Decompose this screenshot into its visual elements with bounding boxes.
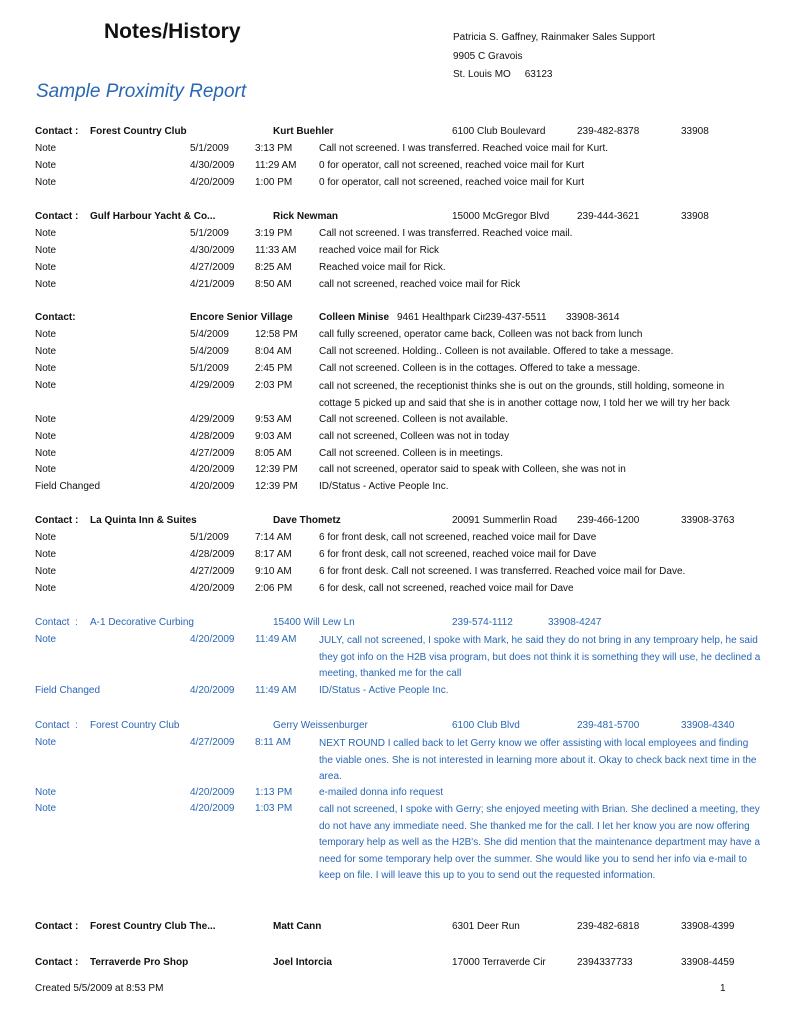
entry-date: 4/27/2009 <box>190 566 235 577</box>
note-row <box>0 414 791 430</box>
contact-org: Forest Country Club <box>90 126 187 137</box>
entry-time: 11:29 AM <box>255 160 297 171</box>
entry-time: 2:45 PM <box>255 363 293 374</box>
contact-phone: 239-482-8378 <box>577 126 640 137</box>
entry-type: Note <box>35 803 57 814</box>
entry-type: Note <box>35 787 57 798</box>
contact-address: 6301 Deer Run <box>452 921 520 932</box>
contact-zip: 33908-3763 <box>681 515 735 526</box>
entry-type: Note <box>35 228 57 239</box>
contact-org: Forest Country Club <box>90 720 180 731</box>
contact-person: Gerry Weissenburger <box>273 720 368 731</box>
entry-time: 11:33 AM <box>255 245 297 256</box>
contact-header <box>0 720 791 736</box>
contact-org: Gulf Harbour Yacht & Co... <box>90 211 216 222</box>
entry-type: Note <box>35 143 57 154</box>
note-row <box>0 346 791 362</box>
entry-time: 8:25 AM <box>255 262 292 273</box>
note-row <box>0 177 791 193</box>
contact-label: Contact: <box>35 312 76 323</box>
entry-text: call fully screened, operator came back, Colleen was not back from lunch <box>319 329 643 340</box>
entry-text: ID/Status - Active People Inc. <box>319 685 449 696</box>
contact-address: 6100 Club Boulevard <box>452 126 546 137</box>
entry-type: Note <box>35 464 57 475</box>
contact-zip: 33908-3614 <box>566 312 620 323</box>
entry-date: 4/30/2009 <box>190 160 235 171</box>
entry-type: Note <box>35 583 57 594</box>
entry-date: 5/4/2009 <box>190 329 229 340</box>
entry-type: Note <box>35 363 57 374</box>
note-row <box>0 228 791 244</box>
entry-date: 4/27/2009 <box>190 737 235 748</box>
contact-address: 15400 Will Lew Ln <box>273 617 355 628</box>
contact-phone: 239-444-3621 <box>577 211 640 222</box>
note-row <box>0 532 791 548</box>
contact-person: Dave Thometz <box>273 515 341 526</box>
contact-zip: 33908-4247 <box>548 617 602 628</box>
note-row <box>0 431 791 447</box>
entry-text: reached voice mail for Rick <box>319 245 440 256</box>
sender-city-line: St. Louis MO 63123 <box>453 69 553 80</box>
entry-date: 5/1/2009 <box>190 532 229 543</box>
entry-time: 8:05 AM <box>255 448 292 459</box>
entry-type: Note <box>35 160 57 171</box>
note-row <box>0 634 791 684</box>
entry-type: Note <box>35 634 57 645</box>
entry-type: Note <box>35 532 57 543</box>
contact-org: La Quinta Inn & Suites <box>90 515 197 526</box>
contact-header <box>0 211 791 227</box>
contact-person: Rick Newman <box>273 211 339 222</box>
contact-person: Colleen Minise <box>319 312 390 323</box>
entry-type: Note <box>35 737 57 748</box>
sender-address-line: 9905 C Gravois <box>453 51 523 62</box>
entry-type: Field Changed <box>35 481 101 492</box>
entry-text: JULY, call not screened, I spoke with Mark, he said they do not bring in any temproary help, he said they got info on the H2B visa program, but does not think it is something they will use, he declined a meeting, thanked me for the call <box>319 635 761 679</box>
entry-time: 1:00 PM <box>255 177 293 188</box>
entry-text: 6 for desk, call not screened, reached voice mail for Dave <box>319 583 574 594</box>
entry-type: Note <box>35 448 57 459</box>
entry-time: 8:17 AM <box>255 549 292 560</box>
contact-zip: 33908 <box>681 211 709 222</box>
contact-phone: 2394337733 <box>577 957 633 968</box>
note-row <box>0 262 791 278</box>
entry-text: Call not screened. Colleen is in meetings. <box>319 448 503 459</box>
contact-label: Contact : <box>35 126 79 137</box>
note-row <box>0 143 791 159</box>
note-row <box>0 583 791 599</box>
note-row <box>0 803 791 903</box>
entry-text: 6 for front desk, call not screened, reached voice mail for Dave <box>319 549 597 560</box>
entry-date: 4/27/2009 <box>190 262 235 273</box>
entry-date: 5/1/2009 <box>190 363 229 374</box>
entry-text: ID/Status - Active People Inc. <box>319 481 449 492</box>
entry-type: Note <box>35 566 57 577</box>
contact-phone: 239-481-5700 <box>577 720 640 731</box>
entry-date: 5/1/2009 <box>190 228 229 239</box>
contact-address: 6100 Club Blvd <box>452 720 520 731</box>
entry-time: 9:03 AM <box>255 431 292 442</box>
contact-label: Contact : <box>35 957 79 968</box>
entry-type: Note <box>35 346 57 357</box>
entry-text: call not screened, I spoke with Gerry; she enjoyed meeting with Brian. She declined a meeting, they do not have any immediate need. She thanked me for the call. I let her know you are now offering temporary help as well as the H2B's. She did mention that the maintenance department may have a need for some temporary help over the summer. She would like you to send her info via e-mail to keep on file. I will leave this up to you to send out the requested information. <box>319 804 761 881</box>
note-row <box>0 380 791 413</box>
sender-name-line: Patricia S. Gaffney, Rainmaker Sales Support <box>453 32 655 43</box>
report-title: Notes/History <box>104 20 241 43</box>
contact-address: 17000 Terraverde Cir <box>452 957 546 968</box>
contact-label: Contact : <box>35 617 78 628</box>
entry-time: 8:11 AM <box>255 737 291 748</box>
entry-date: 4/20/2009 <box>190 583 235 594</box>
contact-header <box>0 312 791 328</box>
note-row <box>0 464 791 480</box>
contact-header <box>0 921 791 937</box>
entry-text: call not screened, Colleen was not in today <box>319 431 510 442</box>
contact-org: A-1 Decorative Curbing <box>90 617 194 628</box>
entry-text: NEXT ROUND I called back to let Gerry know we offer assisting with local employees and finding the viable ones. She is not interested in learning more about it. Okay to check back next time in the area. <box>319 738 757 782</box>
contact-person: Matt Cann <box>273 921 322 932</box>
created-timestamp: Created 5/5/2009 at 8:53 PM <box>35 983 164 994</box>
field-changed-row <box>0 481 791 497</box>
entry-date: 4/21/2009 <box>190 279 235 290</box>
entry-text: Call not screened. Colleen is not available. <box>319 414 508 425</box>
note-row <box>0 549 791 565</box>
entry-time: 11:49 AM <box>255 634 297 645</box>
entry-type: Field Changed <box>35 685 101 696</box>
entry-time: 8:04 AM <box>255 346 292 357</box>
entry-text: Call not screened. Holding.. Colleen is not available. Offered to take a message. <box>319 346 674 357</box>
entry-date: 4/27/2009 <box>190 448 235 459</box>
entry-type: Note <box>35 329 57 340</box>
entry-time: 2:06 PM <box>255 583 293 594</box>
entry-text: Call not screened. I was transferred. Reached voice mail. <box>319 228 573 239</box>
contact-zip: 33908 <box>681 126 709 137</box>
contact-label: Contact : <box>35 211 79 222</box>
entry-time: 7:14 AM <box>255 532 292 543</box>
entry-text: call not screened, reached voice mail for Rick <box>319 279 521 290</box>
contact-address: 15000 McGregor Blvd <box>452 211 550 222</box>
entry-date: 4/29/2009 <box>190 414 235 425</box>
contact-address: 9461 Healthpark Cir <box>397 312 486 323</box>
entry-text: Call not screened. I was transferred. Reached voice mail for Kurt. <box>319 143 609 154</box>
entry-date: 4/20/2009 <box>190 464 235 475</box>
entry-text: Call not screened. Colleen is in the cottages. Offered to take a message. <box>319 363 641 374</box>
entry-type: Note <box>35 414 57 425</box>
note-row <box>0 245 791 261</box>
contact-label: Contact : <box>35 921 79 932</box>
contact-zip: 33908-4340 <box>681 720 735 731</box>
entry-text: Reached voice mail for Rick. <box>319 262 446 273</box>
entry-type: Note <box>35 380 57 391</box>
contact-phone: 239-482-6818 <box>577 921 640 932</box>
entry-type: Note <box>35 245 57 256</box>
contact-header <box>0 617 791 633</box>
contact-person: Joel Intorcia <box>273 957 332 968</box>
note-row <box>0 448 791 464</box>
entry-type: Note <box>35 177 57 188</box>
note-row <box>0 329 791 345</box>
contact-label: Contact : <box>35 720 78 731</box>
entry-date: 4/20/2009 <box>190 787 235 798</box>
entry-date: 4/30/2009 <box>190 245 235 256</box>
note-row <box>0 363 791 379</box>
contact-label: Contact : <box>35 515 79 526</box>
contact-org: Terraverde Pro Shop <box>90 957 189 968</box>
contact-org: Encore Senior Village <box>190 312 293 323</box>
entry-time: 12:58 PM <box>255 329 298 340</box>
contact-header <box>0 126 791 142</box>
note-row <box>0 566 791 582</box>
entry-date: 5/4/2009 <box>190 346 229 357</box>
entry-time: 2:03 PM <box>255 380 293 391</box>
contact-zip: 33908-4459 <box>681 957 735 968</box>
note-row <box>0 160 791 176</box>
contact-phone: 239-466-1200 <box>577 515 640 526</box>
entry-time: 9:10 AM <box>255 566 292 577</box>
page-number: 1 <box>720 983 726 994</box>
entry-date: 4/20/2009 <box>190 634 235 645</box>
entry-text: 6 for front desk. Call not screened. I was transferred. Reached voice mail for Dave. <box>319 566 686 577</box>
contact-person: Kurt Buehler <box>273 126 334 137</box>
entry-time: 1:03 PM <box>255 803 293 814</box>
entry-time: 3:19 PM <box>255 228 293 239</box>
entry-date: 4/20/2009 <box>190 685 235 696</box>
entry-text: call not screened, the receptionist thinks she is out on the grounds, still holding, someone in cottage 5 picked up and said that she is in another cottage now, I told her we will try her back <box>319 381 730 409</box>
contact-phone: 239-574-1112 <box>452 617 513 628</box>
entry-time: 12:39 PM <box>255 481 298 492</box>
entry-type: Note <box>35 549 57 560</box>
entry-date: 4/20/2009 <box>190 481 235 492</box>
contact-header <box>0 515 791 531</box>
entry-type: Note <box>35 279 57 290</box>
contact-org: Forest Country Club The... <box>90 921 216 932</box>
entry-time: 11:49 AM <box>255 685 297 696</box>
contact-zip: 33908-4399 <box>681 921 735 932</box>
note-row <box>0 787 791 803</box>
entry-date: 4/29/2009 <box>190 380 235 391</box>
entry-type: Note <box>35 262 57 273</box>
entry-date: 4/20/2009 <box>190 803 235 814</box>
entry-date: 4/20/2009 <box>190 177 235 188</box>
entry-text: 0 for operator, call not screened, reached voice mail for Kurt <box>319 160 585 171</box>
entry-time: 8:50 AM <box>255 279 292 290</box>
entry-text: e-mailed donna info request <box>319 787 443 798</box>
note-row <box>0 737 791 787</box>
entry-time: 12:39 PM <box>255 464 298 475</box>
entry-time: 9:53 AM <box>255 414 292 425</box>
entry-date: 4/28/2009 <box>190 431 235 442</box>
entry-time: 1:13 PM <box>255 787 293 798</box>
entry-type: Note <box>35 431 57 442</box>
contact-header <box>0 957 791 973</box>
note-row <box>0 279 791 295</box>
entry-text: 6 for front desk, call not screened, reached voice mail for Dave <box>319 532 597 543</box>
contact-address: 20091 Summerlin Road <box>452 515 558 526</box>
field-changed-row <box>0 685 791 701</box>
entry-time: 3:13 PM <box>255 143 293 154</box>
entry-text: 0 for operator, call not screened, reached voice mail for Kurt <box>319 177 585 188</box>
contact-phone: 239-437-5511 <box>485 312 547 323</box>
entry-text: call not screened, operator said to speak with Colleen, she was not in <box>319 464 626 475</box>
report-subtitle: Sample Proximity Report <box>36 81 247 102</box>
entry-date: 4/28/2009 <box>190 549 235 560</box>
entry-date: 5/1/2009 <box>190 143 229 154</box>
